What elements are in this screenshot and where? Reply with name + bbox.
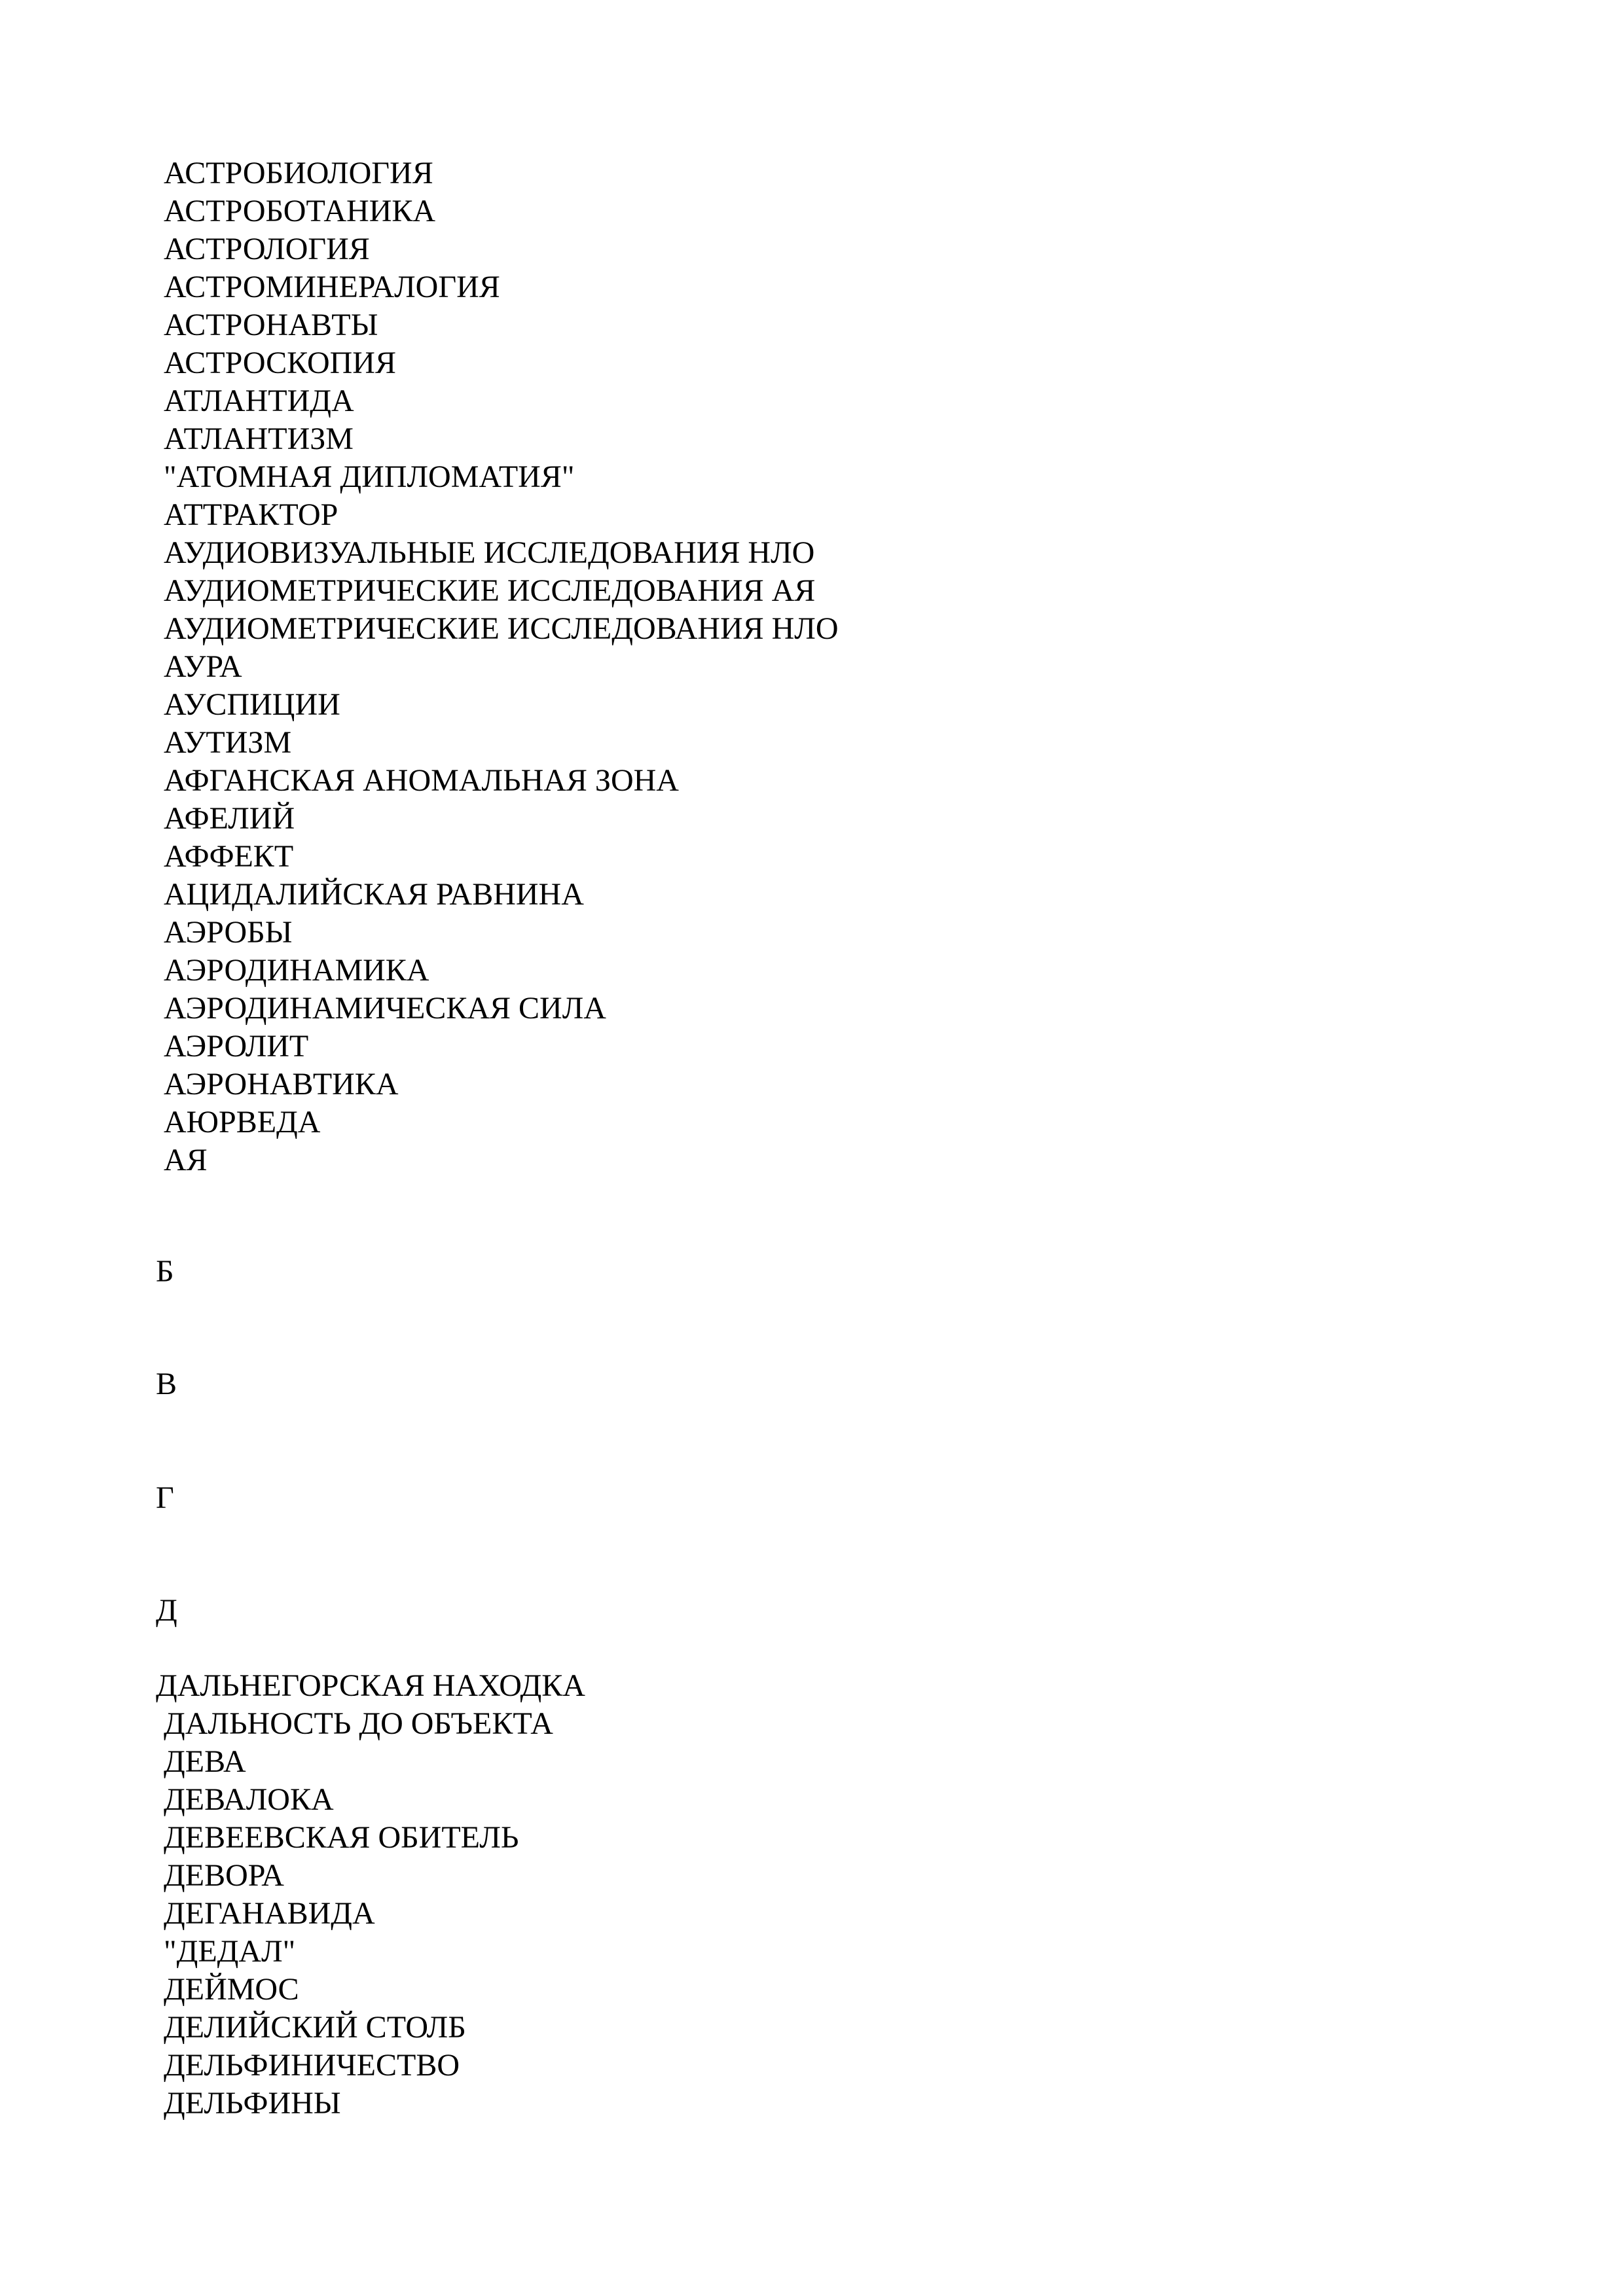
list-item: АЯ [164, 1143, 208, 1177]
list-item: АСТРОСКОПИЯ [164, 346, 396, 380]
list-item: АТЛАНТИЗМ [164, 422, 354, 456]
list-item: ДЕГАНАВИДА [164, 1896, 375, 1931]
list-item: АЦИДАЛИЙСКАЯ РАВНИНА [164, 877, 584, 912]
list-item: АФЕЛИЙ [164, 801, 295, 836]
letter-heading-b: Б [156, 1254, 174, 1289]
list-item: ДЕВЕЕВСКАЯ ОБИТЕЛЬ [164, 1820, 519, 1855]
list-item: ДЕЛЬФИНИЧЕСТВО [164, 2048, 460, 2083]
list-item: АЭРОНАВТИКА [164, 1067, 399, 1102]
list-item-first: ДАЛЬНЕГОРСКАЯ НАХОДКА [156, 1668, 585, 1703]
list-item: АСТРОЛОГИЯ [164, 232, 370, 266]
list-item: АУДИОМЕТРИЧЕСКИЕ ИССЛЕДОВАНИЯ АЯ [164, 573, 816, 608]
list-item: "АТОМНАЯ ДИПЛОМАТИЯ" [164, 459, 575, 494]
list-item: АУТИЗМ [164, 725, 292, 760]
list-item: АСТРОНАВТЫ [164, 308, 378, 342]
list-item: АЮРВЕДА [164, 1105, 321, 1139]
letter-heading-g: Г [156, 1480, 174, 1515]
list-item: АТТРАКТОР [164, 497, 338, 532]
list-item: ДЕЙМОС [164, 1972, 299, 2007]
list-item: АУСПИЦИИ [164, 687, 340, 722]
list-item: ДАЛЬНОСТЬ ДО ОБЪЕКТА [164, 1706, 553, 1741]
list-item: АЭРОДИНАМИКА [164, 953, 429, 988]
list-item: АСТРОБИОЛОГИЯ [164, 156, 433, 190]
list-item: ДЕВА [164, 1744, 246, 1779]
list-item: АЭРОДИНАМИЧЕСКАЯ СИЛА [164, 991, 606, 1026]
list-item: АСТРОМИНЕРАЛОГИЯ [164, 270, 500, 304]
list-item: АУРА [164, 649, 242, 684]
list-item: АСТРОБОТАНИКА [164, 194, 436, 228]
list-item: ДЕЛИЙСКИЙ СТОЛБ [164, 2010, 466, 2045]
list-item: АТЛАНТИДА [164, 384, 354, 418]
list-item: АЭРОБЫ [164, 915, 293, 950]
letter-heading-v: В [156, 1367, 177, 1401]
list-item: АЭРОЛИТ [164, 1029, 309, 1064]
list-item: АУДИОМЕТРИЧЕСКИЕ ИССЛЕДОВАНИЯ НЛО [164, 611, 839, 646]
list-item: "ДЕДАЛ" [164, 1934, 296, 1969]
list-item: АФГАНСКАЯ АНОМАЛЬНАЯ ЗОНА [164, 763, 679, 798]
list-item: АУДИОВИЗУАЛЬНЫЕ ИССЛЕДОВАНИЯ НЛО [164, 535, 815, 570]
list-item: ДЕЛЬФИНЫ [164, 2086, 341, 2121]
list-item: ДЕВОРА [164, 1858, 284, 1893]
letter-heading-d: Д [156, 1593, 177, 1628]
list-item: АФФЕКТ [164, 839, 294, 874]
list-item: ДЕВАЛОКА [164, 1782, 334, 1817]
